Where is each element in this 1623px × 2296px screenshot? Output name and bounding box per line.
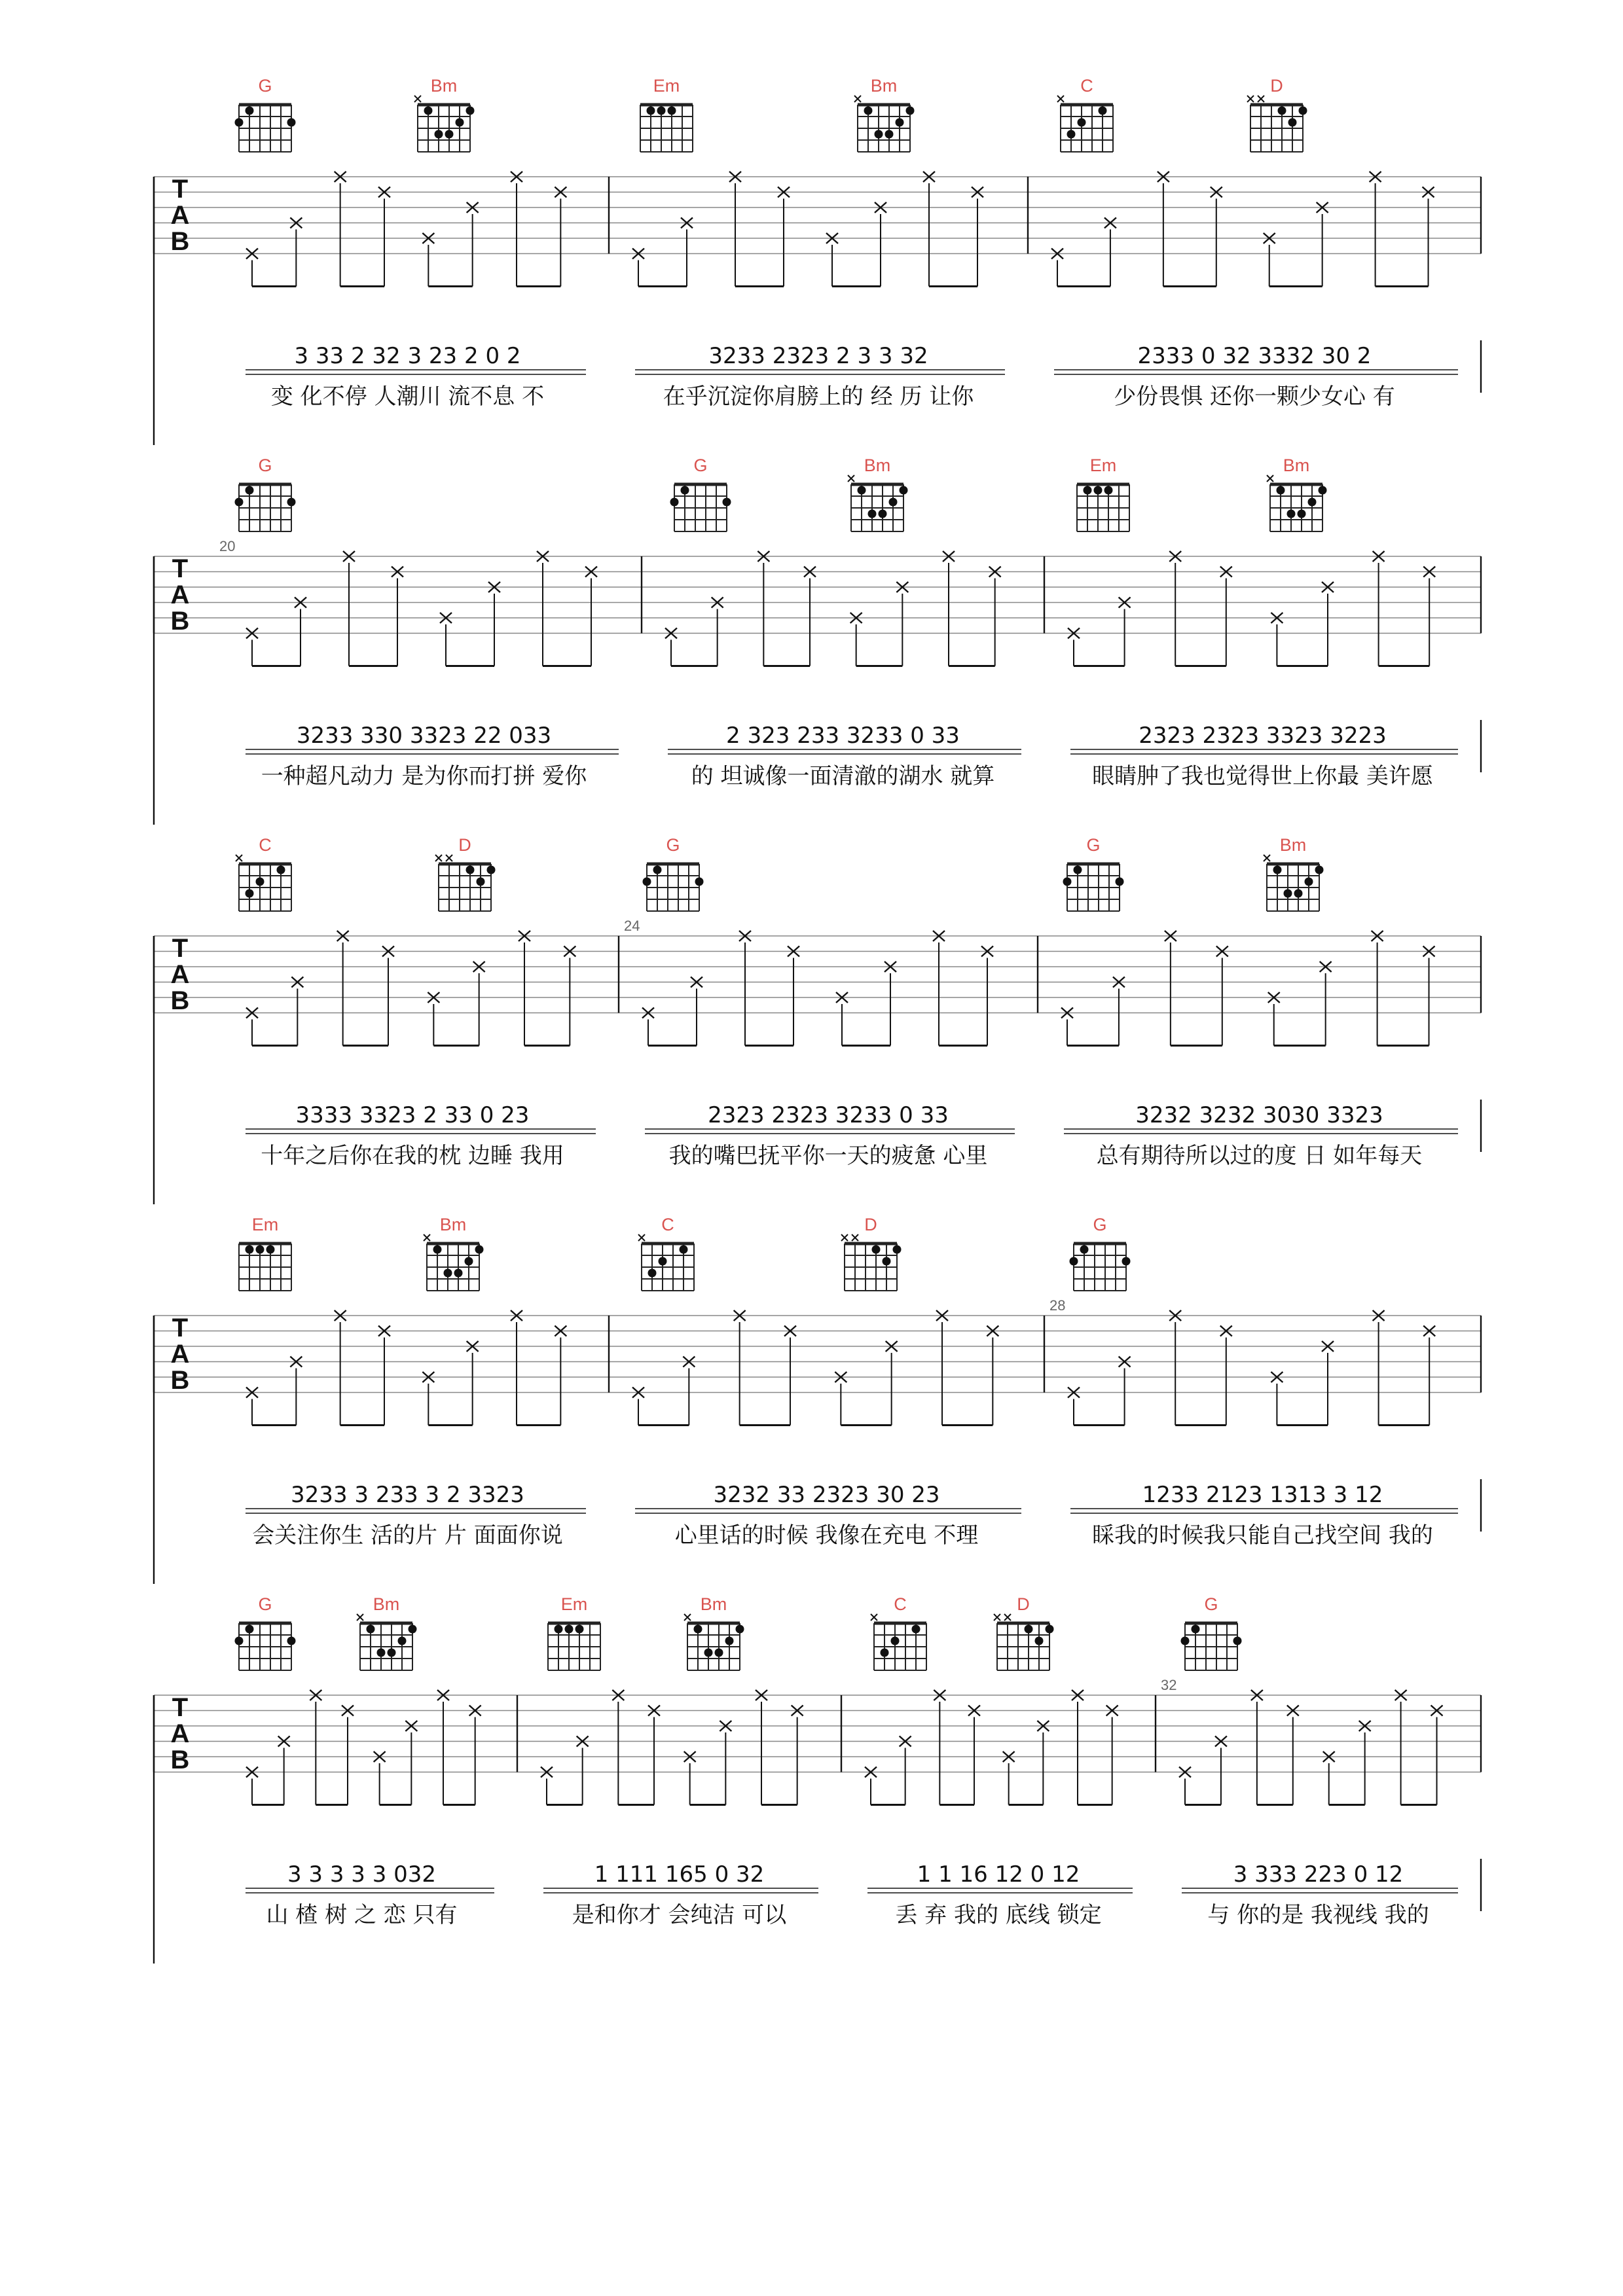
tab-system <box>154 1297 1481 1584</box>
lyrics-line: 睬我的时候我只能自己找空间 我的 <box>1092 1522 1433 1549</box>
finger-dot <box>1074 866 1082 874</box>
tab-system <box>154 918 1481 1204</box>
svg-text:T: T <box>172 1314 189 1342</box>
finger-dot <box>881 1649 889 1657</box>
finger-dot <box>433 1246 442 1254</box>
muted-string-mark <box>848 475 854 482</box>
muted-string-mark <box>1267 475 1273 482</box>
tab-clef <box>171 1314 190 1395</box>
svg-text:A: A <box>170 201 190 230</box>
tab-system <box>154 171 1481 445</box>
finger-dot <box>409 1625 417 1634</box>
chord-name: G <box>1093 1215 1107 1234</box>
chord-diagram-Bm <box>414 76 475 152</box>
jianpu-notation: 2333 0 32 3332 30 2 <box>1137 343 1372 369</box>
finger-dot <box>670 498 679 507</box>
chord-diagram-G <box>1181 1594 1242 1670</box>
finger-dot <box>477 878 485 886</box>
finger-dot <box>456 118 464 127</box>
jianpu-notation: 3 333 223 0 12 <box>1233 1861 1404 1888</box>
chord-name: Bm <box>870 76 898 96</box>
chord-name: Bm <box>439 1215 467 1234</box>
lyrics-line: 一种超凡动力 是为你而打拼 爱你 <box>261 763 587 789</box>
lyrics-line: 变 化不停 人潮川 流不息 不 <box>270 384 545 410</box>
chord-name: C <box>894 1594 907 1614</box>
finger-dot <box>736 1625 744 1634</box>
chord-name: Em <box>1089 456 1117 475</box>
finger-dot <box>246 889 254 898</box>
svg-text:B: B <box>170 986 190 1015</box>
finger-dot <box>725 1637 734 1645</box>
chord-diagram-Bm <box>357 1594 417 1670</box>
chord-diagram-G <box>643 835 704 911</box>
finger-dot <box>1067 130 1076 139</box>
finger-dot <box>266 1246 275 1254</box>
chord-diagram-C <box>638 1215 694 1291</box>
chord-name: G <box>258 456 272 475</box>
svg-text:A: A <box>170 581 190 609</box>
chord-grid <box>439 864 491 911</box>
muted-string-mark <box>446 855 452 861</box>
finger-dot <box>1277 486 1285 495</box>
tab-clef <box>171 1693 190 1774</box>
chord-diagram-C <box>871 1594 926 1670</box>
bar-number: 24 <box>624 918 640 934</box>
finger-dot <box>435 130 443 139</box>
finger-dot <box>906 107 915 115</box>
chord-diagram-D <box>435 835 496 911</box>
jianpu-notation: 1 111 165 0 32 <box>594 1861 765 1888</box>
finger-dot <box>398 1637 407 1645</box>
chord-name: Em <box>653 76 680 96</box>
chord-diagram-D <box>841 1215 902 1291</box>
chord-diagram-G <box>670 456 731 531</box>
finger-dot <box>889 498 898 507</box>
finger-dot <box>246 1246 254 1254</box>
tab-measure <box>1161 1677 1458 1928</box>
lyrics-line: 与 你的是 我视线 我的 <box>1207 1902 1429 1928</box>
jianpu-notation: 3 3 3 3 3 032 <box>287 1861 437 1888</box>
finger-dot <box>388 1649 396 1657</box>
muted-string-mark <box>638 1234 645 1241</box>
bar-number: 32 <box>1161 1677 1177 1693</box>
chord-name: G <box>258 76 272 96</box>
chord-diagram-Bm <box>1267 456 1327 531</box>
finger-dot <box>1078 118 1086 127</box>
chord-diagram-C <box>1057 76 1113 152</box>
finger-dot <box>1273 866 1282 874</box>
finger-dot <box>680 1246 688 1254</box>
chord-diagram-D <box>994 1594 1054 1670</box>
chord-name: D <box>1270 76 1283 96</box>
chord-diagram-Bm <box>1264 835 1324 911</box>
finger-dot <box>1122 1257 1131 1266</box>
muted-string-mark <box>854 96 861 102</box>
muted-string-mark <box>414 96 421 102</box>
finger-dot <box>883 1257 891 1266</box>
finger-dot <box>575 1625 584 1634</box>
tab-clef <box>171 175 190 256</box>
muted-string-mark <box>424 1234 430 1241</box>
finger-dot <box>1181 1637 1190 1645</box>
jianpu-notation: 3 33 2 32 3 23 2 0 2 <box>294 343 521 369</box>
muted-string-mark <box>994 1614 1000 1621</box>
tab-staff <box>154 177 1481 254</box>
lyrics-line: 十年之后你在我的枕 边睡 我用 <box>261 1143 564 1169</box>
finger-dot <box>565 1625 574 1634</box>
chord-grid <box>1250 105 1303 152</box>
finger-dot <box>454 1269 463 1278</box>
finger-dot <box>1288 118 1297 127</box>
chord-diagram-G <box>1070 1215 1131 1291</box>
lyrics-line: 是和你才 会纯洁 可以 <box>572 1902 787 1928</box>
finger-dot <box>246 1625 254 1634</box>
chord-diagram-G <box>235 76 296 152</box>
tab-system <box>154 1677 1481 1964</box>
chord-diagram-C <box>236 835 291 911</box>
finger-dot <box>256 1246 264 1254</box>
chord-name: Bm <box>430 76 458 96</box>
lyrics-line: 少份畏惧 还你一颗少女心 有 <box>1114 384 1395 410</box>
tab-clef <box>171 934 190 1015</box>
finger-dot <box>715 1649 723 1657</box>
jianpu-notation: 3333 3323 2 33 0 23 <box>295 1102 530 1128</box>
chord-name: G <box>258 1594 272 1614</box>
svg-text:T: T <box>172 175 189 204</box>
finger-dot <box>657 107 666 115</box>
lyrics-line: 总有期待所以过的度 日 如年每天 <box>1096 1143 1423 1169</box>
lyrics-line: 山 楂 树 之 恋 只有 <box>266 1902 458 1928</box>
jianpu-notation: 2 323 233 3233 0 33 <box>726 723 960 749</box>
muted-string-mark <box>1004 1614 1011 1621</box>
finger-dot <box>893 1246 902 1254</box>
jianpu-notation: 2323 2323 3323 3223 <box>1139 723 1387 749</box>
finger-dot <box>1299 107 1307 115</box>
finger-dot <box>1192 1625 1200 1634</box>
finger-dot <box>1305 878 1313 886</box>
chord-name: Bm <box>1283 456 1310 475</box>
lyrics-line: 丢 弃 我的 底线 锁定 <box>895 1902 1102 1928</box>
lyrics-line: 眼睛肿了我也觉得世上你最 美许愿 <box>1092 763 1433 789</box>
chord-grid <box>845 1244 897 1291</box>
finger-dot <box>1233 1637 1242 1645</box>
finger-dot <box>377 1649 386 1657</box>
jianpu-notation: 3233 3 233 3 2 3323 <box>291 1482 524 1508</box>
finger-dot <box>864 107 873 115</box>
bar-number: 20 <box>219 538 236 554</box>
chord-diagram-Bm <box>424 1215 484 1291</box>
chord-name: C <box>1080 76 1093 96</box>
finger-dot <box>424 107 433 115</box>
chord-name: Em <box>251 1215 279 1234</box>
chord-diagram-Bm <box>854 76 915 152</box>
jianpu-notation: 1 1 16 12 0 12 <box>917 1861 1080 1888</box>
finger-dot <box>1294 889 1303 898</box>
finger-dot <box>1099 107 1107 115</box>
finger-dot <box>896 118 904 127</box>
finger-dot <box>1035 1637 1044 1645</box>
finger-dot <box>681 486 689 495</box>
chord-diagram-Em <box>548 1594 600 1670</box>
svg-text:A: A <box>170 1719 190 1748</box>
chord-name: D <box>1017 1594 1030 1614</box>
finger-dot <box>466 107 475 115</box>
finger-dot <box>868 510 877 518</box>
lyrics-line: 的 坦诚像一面清澈的湖水 就算 <box>691 763 995 789</box>
jianpu-notation: 3232 3232 3030 3323 <box>1135 1102 1383 1128</box>
muted-string-mark <box>357 1614 363 1621</box>
finger-dot <box>643 878 651 886</box>
svg-text:B: B <box>170 1746 190 1774</box>
chord-name: D <box>864 1215 877 1234</box>
finger-dot <box>1025 1625 1033 1634</box>
chord-name: Bm <box>1279 835 1307 855</box>
svg-text:B: B <box>170 1366 190 1395</box>
finger-dot <box>445 130 454 139</box>
finger-dot <box>1278 107 1286 115</box>
chord-diagram-Bm <box>684 1594 744 1670</box>
finger-dot <box>466 866 475 874</box>
jianpu-notation: 3233 2323 2 3 3 32 <box>708 343 928 369</box>
chord-name: G <box>693 456 708 475</box>
muted-string-mark <box>871 1614 877 1621</box>
chord-diagram-Bm <box>848 456 908 531</box>
finger-dot <box>1319 486 1327 495</box>
finger-dot <box>444 1269 452 1278</box>
lyrics-line: 心里话的时候 我像在充电 不理 <box>674 1522 979 1549</box>
finger-dot <box>1298 510 1306 518</box>
finger-dot <box>246 107 254 115</box>
chord-name: G <box>1086 835 1101 855</box>
finger-dot <box>891 1637 900 1645</box>
jianpu-notation: 2323 2323 3233 0 33 <box>708 1102 949 1128</box>
finger-dot <box>277 866 285 874</box>
finger-dot <box>1094 486 1103 495</box>
chord-diagram-Em <box>1077 456 1129 531</box>
svg-text:A: A <box>170 1340 190 1369</box>
finger-dot <box>1308 498 1317 507</box>
muted-string-mark <box>435 855 442 861</box>
chord-name: Em <box>560 1594 588 1614</box>
finger-dot <box>256 878 264 886</box>
finger-dot <box>1284 889 1292 898</box>
finger-dot <box>694 1625 702 1634</box>
finger-dot <box>668 107 676 115</box>
jianpu-notation: 3232 33 2323 30 23 <box>713 1482 940 1508</box>
jianpu-notation: 3233 330 3323 22 033 <box>296 723 552 749</box>
chord-name: G <box>666 835 680 855</box>
chord-name: Bm <box>700 1594 727 1614</box>
muted-string-mark <box>684 1614 691 1621</box>
finger-dot <box>695 878 704 886</box>
tab-measure <box>219 538 619 789</box>
finger-dot <box>885 130 894 139</box>
chord-name: Bm <box>864 456 891 475</box>
muted-string-mark <box>841 1234 848 1241</box>
muted-string-mark <box>236 855 242 861</box>
finger-dot <box>653 866 662 874</box>
chord-diagram-G <box>235 456 296 531</box>
finger-dot <box>900 486 908 495</box>
svg-text:T: T <box>172 1693 189 1722</box>
svg-text:B: B <box>170 607 190 636</box>
chord-grid <box>997 1623 1049 1670</box>
finger-dot <box>879 510 887 518</box>
finger-dot <box>648 1269 657 1278</box>
svg-text:A: A <box>170 960 190 989</box>
finger-dot <box>555 1625 563 1634</box>
tab-system <box>154 538 1481 825</box>
chord-diagram-G <box>1063 835 1124 911</box>
finger-dot <box>235 118 244 127</box>
tab-measure <box>1049 1297 1458 1549</box>
finger-dot <box>475 1246 484 1254</box>
chord-diagram-Em <box>239 1215 291 1291</box>
finger-dot <box>704 1649 713 1657</box>
chord-name: C <box>661 1215 674 1234</box>
finger-dot <box>1084 486 1092 495</box>
finger-dot <box>287 1637 296 1645</box>
finger-dot <box>858 486 866 495</box>
muted-string-mark <box>1057 96 1064 102</box>
chord-diagram-D <box>1247 76 1307 152</box>
svg-text:T: T <box>172 934 189 963</box>
tab-clef <box>171 554 190 636</box>
tab-measure <box>624 918 1015 1169</box>
finger-dot <box>723 498 731 507</box>
muted-string-mark <box>1258 96 1264 102</box>
svg-text:B: B <box>170 227 190 256</box>
finger-dot <box>287 118 296 127</box>
finger-dot <box>659 1257 667 1266</box>
jianpu-notation: 1233 2123 1313 3 12 <box>1142 1482 1383 1508</box>
finger-dot <box>367 1625 375 1634</box>
finger-dot <box>465 1257 473 1266</box>
finger-dot <box>235 1637 244 1645</box>
svg-text:T: T <box>172 554 189 583</box>
finger-dot <box>912 1625 921 1634</box>
finger-dot <box>1070 1257 1078 1266</box>
finger-dot <box>1063 878 1072 886</box>
finger-dot <box>1104 486 1113 495</box>
lyrics-line: 会关注你生 活的片 片 面面你说 <box>252 1522 563 1549</box>
finger-dot <box>647 107 655 115</box>
muted-string-mark <box>1247 96 1254 102</box>
finger-dot <box>487 866 496 874</box>
chord-diagram-G <box>235 1594 296 1670</box>
muted-string-mark <box>852 1234 858 1241</box>
finger-dot <box>287 498 296 507</box>
chord-name: G <box>1204 1594 1218 1614</box>
tab-staff <box>154 936 1481 1013</box>
muted-string-mark <box>1264 855 1270 861</box>
finger-dot <box>246 486 254 495</box>
finger-dot <box>1315 866 1324 874</box>
chord-name: D <box>458 835 471 855</box>
chord-name: Bm <box>373 1594 400 1614</box>
finger-dot <box>1080 1246 1089 1254</box>
chord-diagram-Em <box>640 76 693 152</box>
finger-dot <box>1046 1625 1054 1634</box>
finger-dot <box>872 1246 881 1254</box>
finger-dot <box>1116 878 1124 886</box>
lyrics-line: 在乎沉淀你肩膀上的 经 历 让你 <box>663 384 974 410</box>
finger-dot <box>1287 510 1296 518</box>
lyrics-line: 我的嘴巴抚平你一天的疲惫 心里 <box>668 1143 988 1169</box>
finger-dot <box>875 130 883 139</box>
chord-name: C <box>259 835 272 855</box>
bar-number: 28 <box>1049 1297 1066 1314</box>
finger-dot <box>235 498 244 507</box>
